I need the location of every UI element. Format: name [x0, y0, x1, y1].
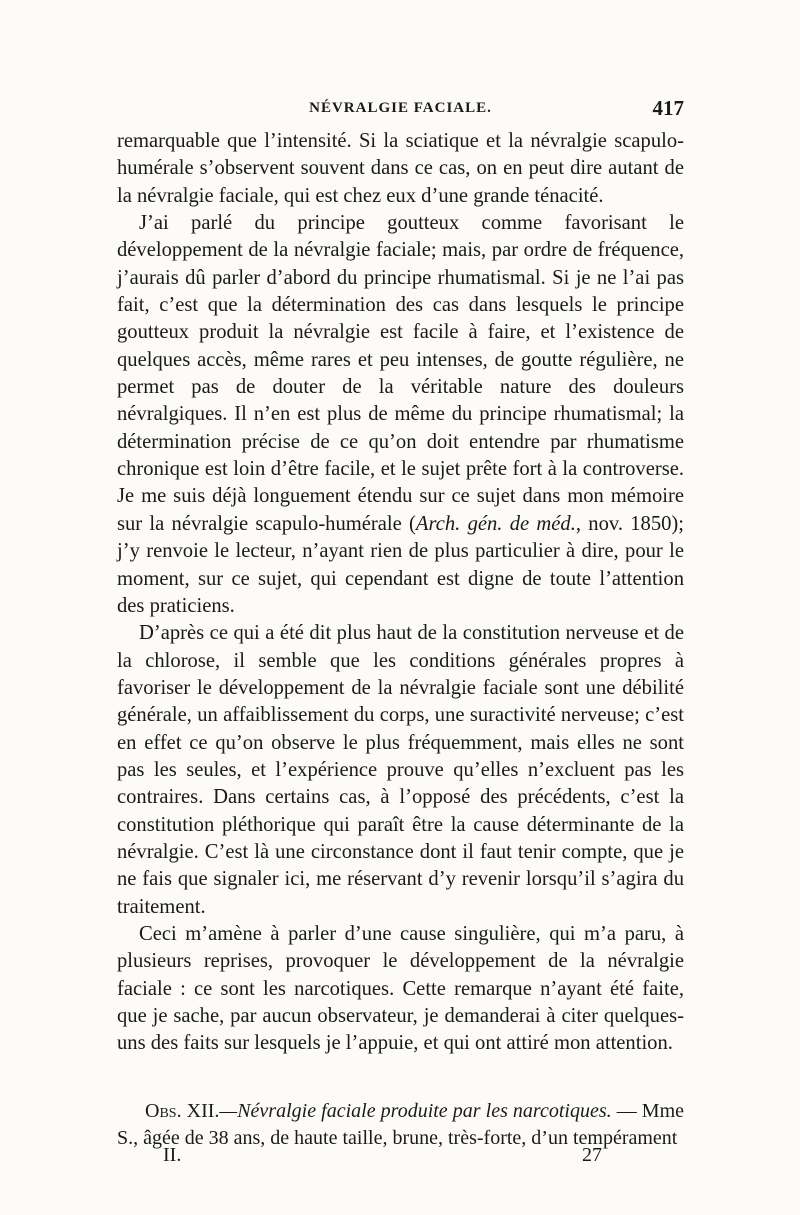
body-text — [117, 128, 684, 1058]
citation-rest: , nov. 1850); j’y renvoie le lecteur, n’ayant rien de plus particulier à dire, pour le moment, sur ce sujet, qui cependant est digne de toute l’attention des praticiens. — [117, 512, 685, 617]
citation-journal: Arch. gén. de méd. — [415, 512, 576, 535]
paragraph-3: D’après ce qui a été dit plus haut de la constitution nerveuse et de la chlorose, il semble que les conditions générales propres à favoriser le développement de la névralgie faciale sont une débilité générale, un affaiblissement du corps, une suractivité nerveuse; c’est en effet ce qu’on observe le plus fréquemment, mais elles ne sont pas les seules, et l’expérience prouve qu’elles n’excluent pas les contraires. Dans certains cas, à l’opposé des précédents, c’est la constitution pléthorique qui paraît être la cause déterminante de la névralgie. C’est là une circonstance dont il faut tenir compte, que je ne fais que signaler ici, me réservant d’y revenir lorsqu’il s’agira du traitement. — [117, 622, 684, 918]
page-footer — [117, 1144, 684, 1170]
paragraph-2-text: J’ai parlé du principe goutteux comme favorisant le développement de la névralgie faciale; mais, par ordre de fréquence, j’aurais dû parler d’abord du principe rhumatismal. Si je ne l’ai pas fait, c’est que la détermination des cas dans lesquels le principe goutteux produit la névralgie est facile à faire, et l’existence de quelques accès, même rares et peu intenses, de goutte régulière, ne permet pas de douter de la véritable nature des douleurs névralgiques. Il n’en est plus de même du principe rhumatismal; la détermination précise de ce qu’on doit entendre par rhumatisme chronique est loin d’être facile, et le sujet prête fort à la controverse. Je me suis déjà longuement étendu sur ce sujet dans mon mémoire sur la névralgie scapulo-humérale ( — [117, 212, 684, 535]
paragraph-1: remarquable que l’intensité. Si la sciatique et la névralgie scapulo-humérale s’observent souvent dans ce cas, on en peut dire autant de la névralgie faciale, qui est chez eux d’une grande ténacité. — [117, 130, 684, 207]
page-number: 417 — [652, 96, 684, 120]
paragraph-2 — [117, 210, 684, 620]
running-head — [117, 98, 684, 124]
observation-title: —Névralgie faciale produite par les narcotiques. — [219, 1100, 612, 1122]
observation-text: — Mme S., âgée de 38 ans, de haute taille, brune, très-forte, d’un tempérament — [117, 1100, 685, 1149]
volume-number: II. — [163, 1144, 182, 1166]
signature-mark: 27 — [582, 1144, 602, 1166]
running-title: NÉVRALGIE FACIALE. — [309, 100, 492, 116]
observation-label: Obs. XII. — [145, 1100, 220, 1122]
paragraph-4: Ceci m’amène à parler d’une cause singulière, qui m’a paru, à plusieurs reprises, provoquer le développement de la névralgie faciale : ce sont les narcotiques. Cette remarque n’ayant été faite, que je sache, par aucun observateur, je demanderai à citer quelques-uns des faits sur lesquels je l’appuie, et qui ont attiré mon attention. — [117, 922, 684, 1055]
